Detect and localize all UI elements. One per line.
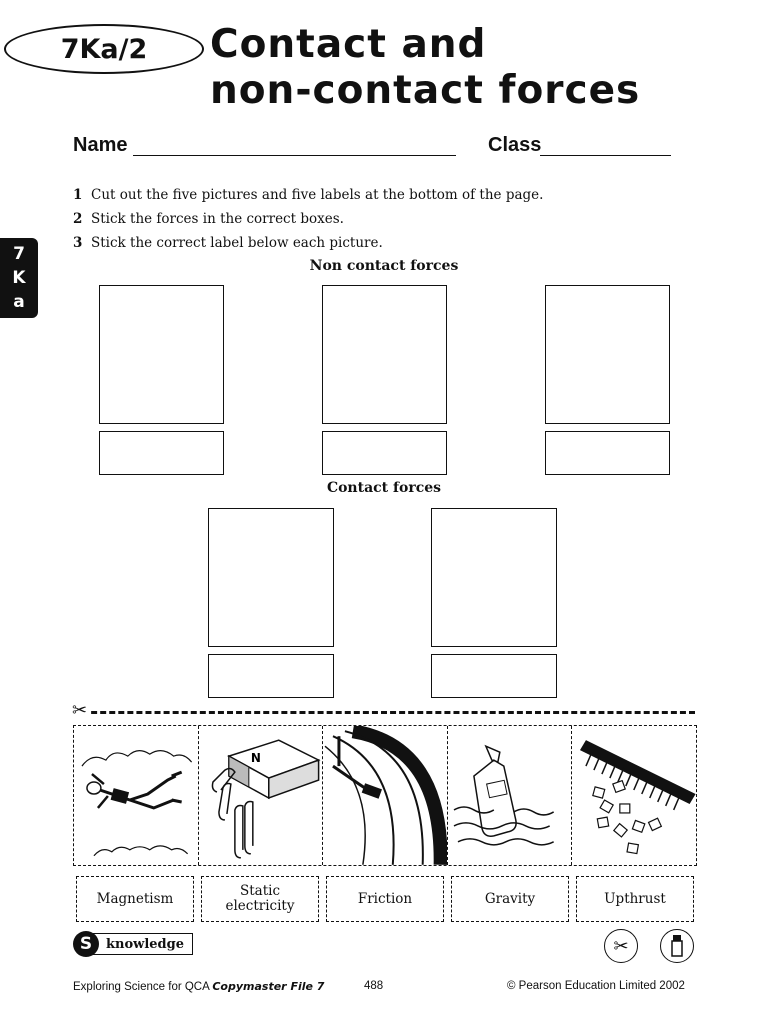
magnet-pole-label: N — [250, 751, 261, 766]
class-field[interactable] — [540, 155, 671, 156]
scissors-icon: ✂ — [604, 929, 638, 963]
label-text: Magnetism — [96, 890, 174, 907]
scissors-icon: ✂ — [72, 702, 90, 720]
label-card-static-electricity[interactable] — [201, 876, 319, 922]
side-tab-char: 7 — [13, 244, 25, 264]
contact-picture-box[interactable] — [208, 508, 334, 647]
title-line-1: Contact and — [210, 22, 487, 67]
footer-copyright: © Pearson Education Limited 2002 — [507, 980, 685, 992]
contact-label-box[interactable] — [431, 654, 557, 698]
instruction-item — [73, 187, 713, 203]
name-field[interactable] — [133, 155, 456, 156]
label-text: Gravity — [484, 890, 536, 907]
non-contact-picture-box[interactable] — [545, 285, 670, 424]
instruction-number: 3 — [73, 235, 83, 251]
instruction-item — [73, 235, 713, 251]
side-tab-char: a — [13, 292, 25, 312]
instruction-number: 2 — [73, 211, 83, 227]
skydiver-illustration — [74, 726, 198, 865]
non-contact-label-box[interactable] — [545, 431, 670, 475]
label-text: Friction — [357, 890, 413, 907]
non-contact-label-box[interactable] — [322, 431, 447, 475]
side-tab-char: K — [12, 268, 26, 288]
cutout-pictures-strip — [73, 725, 697, 866]
unit-side-tab — [0, 238, 38, 318]
instruction-number: 1 — [73, 187, 83, 203]
instruction-text: Cut out the five pictures and five labels at the bottom of the page. — [91, 187, 544, 203]
contact-picture-box[interactable] — [431, 508, 557, 647]
instruction-item — [73, 211, 713, 227]
page-number: 488 — [364, 980, 384, 992]
non-contact-label-box[interactable] — [99, 431, 224, 475]
comb-paper-picture[interactable] — [572, 726, 696, 865]
label-card-upthrust[interactable] — [576, 876, 694, 922]
label-card-gravity[interactable] — [451, 876, 569, 922]
instruction-text: Stick the forces in the correct boxes. — [91, 211, 344, 227]
knowledge-tag — [73, 931, 193, 957]
glue-stick-shape — [670, 935, 684, 957]
label-card-magnetism[interactable] — [76, 876, 194, 922]
magnet-paperclips-picture[interactable] — [199, 726, 324, 865]
non-contact-picture-box[interactable] — [322, 285, 447, 424]
magnet-illustration — [199, 726, 323, 865]
bicycle-brake-tyre-picture[interactable] — [323, 726, 448, 865]
worksheet-code-badge — [4, 24, 204, 74]
footer-publication — [73, 980, 324, 993]
cutout-labels-row — [76, 876, 694, 922]
title-line-2: non-contact forces — [210, 68, 641, 113]
bottle-illustration — [448, 726, 572, 865]
non-contact-heading: Non contact forces — [309, 258, 459, 274]
knowledge-badge-icon: S — [73, 931, 99, 957]
skydiver-picture[interactable] — [74, 726, 199, 865]
worksheet-code: 7Ka/2 — [60, 33, 148, 65]
contact-heading: Contact forces — [326, 480, 442, 496]
cut-line — [73, 711, 695, 714]
footer-series: Copymaster File 7 — [212, 980, 325, 993]
label-text: Static electricity — [225, 883, 295, 914]
label-card-friction[interactable] — [326, 876, 444, 922]
class-label: Class — [488, 134, 542, 156]
instruction-text: Stick the correct label below each picture. — [91, 235, 383, 251]
page-title — [210, 22, 730, 114]
glue-stick-icon — [660, 929, 694, 963]
knowledge-label: knowledge — [93, 933, 193, 955]
bottle-floating-picture[interactable] — [448, 726, 573, 865]
footer-title: Exploring Science for QCA — [73, 981, 210, 993]
comb-illustration — [572, 726, 696, 865]
contact-label-box[interactable] — [208, 654, 334, 698]
label-text: Upthrust — [604, 890, 666, 907]
tyre-brake-illustration — [323, 726, 447, 865]
non-contact-picture-box[interactable] — [99, 285, 224, 424]
name-label: Name — [73, 134, 128, 156]
